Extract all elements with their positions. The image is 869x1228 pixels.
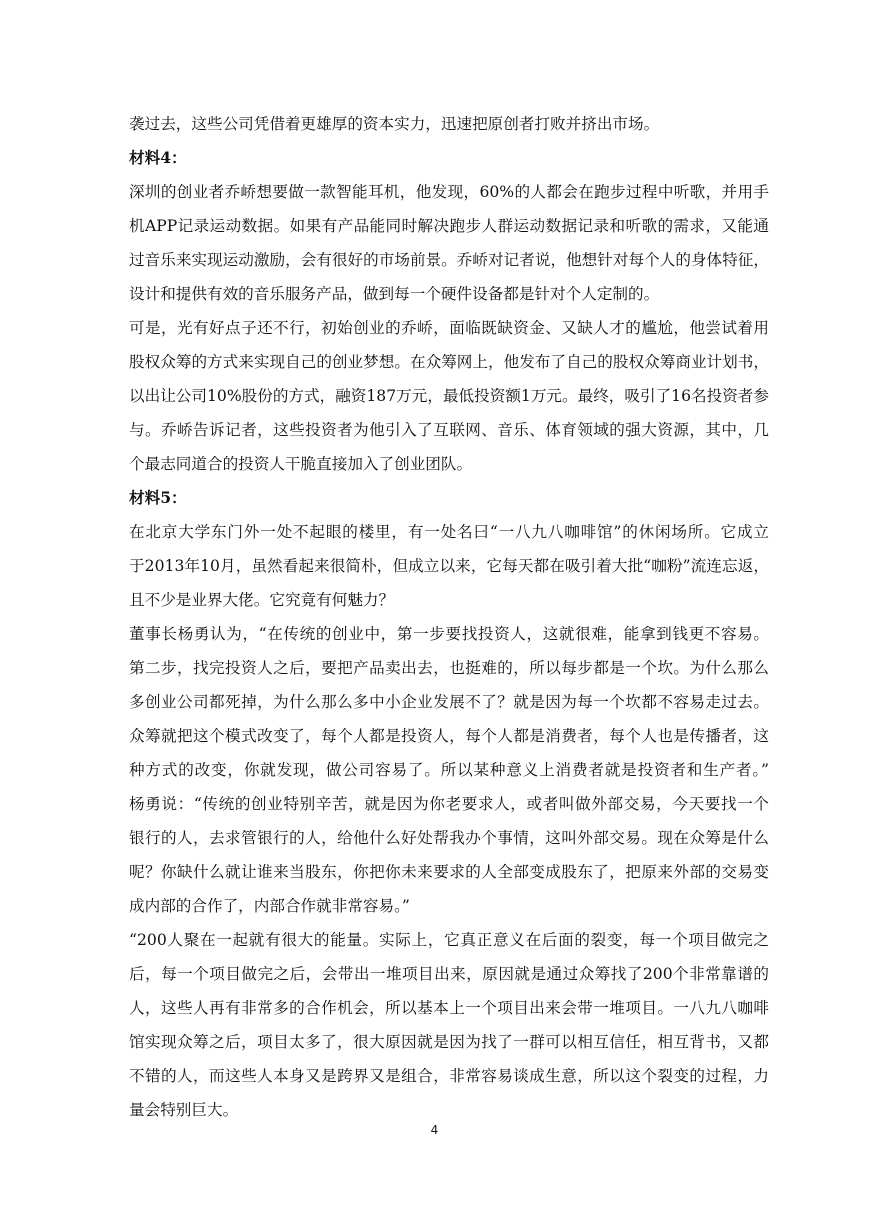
paragraph-line: 馆实现众筹之后，项目太多了，很大原因就是因为找了一群可以相互信任，相互背书，又都	[129, 1033, 769, 1051]
page-number: 4	[430, 1123, 439, 1137]
paragraph-line: 以出让公司10%股份的方式，融资187万元，最低投资额1万元。最终，吸引了16名投资者参	[129, 387, 769, 405]
paragraph-line: 可是，光有好点子还不行，初始创业的乔峤，面临既缺资金、又缺人才的尴尬，他尝试着用	[129, 319, 769, 337]
paragraph-line: 深圳的创业者乔峤想要做一款智能耳机，他发现，60%的人都会在跑步过程中听歌，并用手	[129, 183, 769, 201]
paragraph-line: “200人聚在一起就有很大的能量。实际上，它真正意义在后面的裂变，每一个项目做完之	[129, 931, 769, 949]
paragraph-line: 杨勇说：“传统的创业特别辛苦，就是因为你老要求人，或者叫做外部交易，今天要找一个	[129, 795, 769, 813]
paragraph-line: 设计和提供有效的音乐服务产品，做到每一个硬件设备都是针对个人定制的。	[129, 285, 660, 303]
paragraph-line: 量会特别巨大。	[129, 1101, 239, 1119]
paragraph-line: 后，每一个项目做完之后，会带出一堆项目出来，原因就是通过众筹找了200个非常靠谱的	[129, 965, 769, 983]
paragraph-line: 第二步，找完投资人之后，要把产品卖出去，也挺难的，所以每步都是一个坎。为什么那么	[129, 659, 769, 677]
paragraph-line: 呢？你缺什么就让谁来当股东，你把你未来要求的人全部变成股东了，把原来外部的交易变	[129, 863, 769, 881]
paragraph-line: 在北京大学东门外一处不起眼的楼里，有一处名曰“一八九八咖啡馆”的休闲场所。它成立	[129, 523, 769, 541]
paragraph-line: 多创业公司都死掉，为什么那么多中小企业发展不了？就是因为每一个坎都不容易走过去。	[129, 693, 769, 711]
paragraph-line: 袭过去，这些公司凭借着更雄厚的资本实力，迅速把原创者打败并挤出市场。	[129, 115, 660, 133]
paragraph-line: 人，这些人再有非常多的合作机会，所以基本上一个项目出来会带一堆项目。一八九八咖啡	[129, 999, 769, 1017]
section-heading-material-4: 材料4：	[129, 148, 187, 167]
paragraph-line: 董事长杨勇认为，“在传统的创业中，第一步要找投资人，这就很难，能拿到钱更不容易。	[129, 625, 769, 643]
paragraph-line: 于2013年10月，虽然看起来很简朴，但成立以来，它每天都在吸引着大批“咖粉”流连忘返，	[129, 557, 769, 575]
paragraph-line: 股权众筹的方式来实现自己的创业梦想。在众筹网上，他发布了自己的股权众筹商业计划书，	[129, 353, 769, 371]
section-heading-material-5: 材料5：	[129, 488, 187, 507]
document-body	[129, 107, 769, 1127]
paragraph-line: 众筹就把这个模式改变了，每个人都是投资人，每个人都是消费者，每个人也是传播者，这	[129, 727, 769, 745]
paragraph-line: 不错的人，而这些人本身又是跨界又是组合，非常容易谈成生意，所以这个裂变的过程，力	[129, 1067, 769, 1085]
paragraph-line: 成内部的合作了，内部合作就非常容易。”	[129, 897, 410, 915]
paragraph-line: 过音乐来实现运动激励，会有很好的市场前景。乔峤对记者说，他想针对每个人的身体特征，	[129, 251, 769, 269]
paragraph-line: 种方式的改变，你就发现，做公司容易了。所以某种意义上消费者就是投资者和生产者。”	[129, 761, 769, 779]
paragraph-line: 且不少是业界大佬。它究竟有何魅力？	[129, 591, 395, 609]
paragraph-line: 银行的人，去求管银行的人，给他什么好处帮我办个事情，这叫外部交易。现在众筹是什么	[129, 829, 769, 847]
paragraph-line: 个最志同道合的投资人干脆直接加入了创业团队。	[129, 455, 473, 473]
paragraph-line: 与。乔峤告诉记者，这些投资者为他引入了互联网、音乐、体育领域的强大资源，其中，几	[129, 421, 769, 439]
paragraph-line: 机APP记录运动数据。如果有产品能同时解决跑步人群运动数据记录和听歌的需求，又能通	[129, 217, 769, 235]
